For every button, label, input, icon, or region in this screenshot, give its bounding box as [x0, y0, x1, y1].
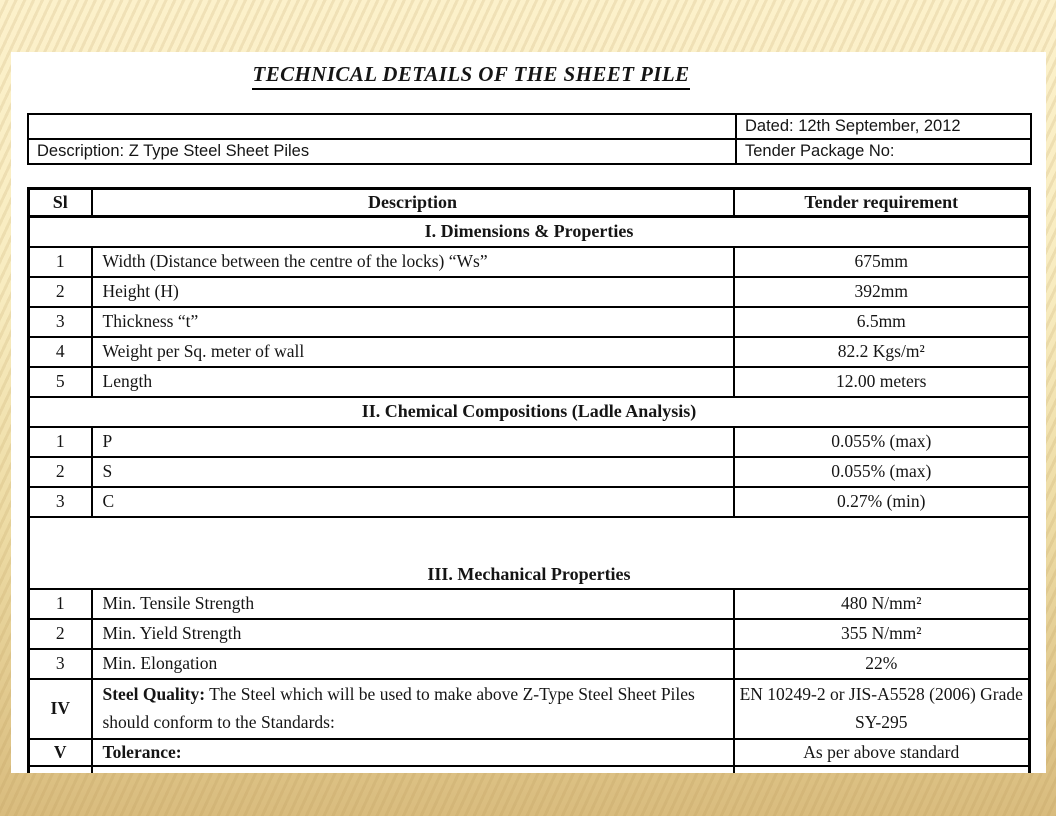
- sl-cell: V: [29, 739, 92, 766]
- spec-row: [29, 337, 1030, 367]
- description-cell: Min. Tensile Strength: [92, 589, 734, 619]
- requirement-cell: EN 10249-2 or JIS-A5528 (2006) Grade SY-295: [734, 679, 1030, 739]
- description-cell: Min. Yield Strength: [92, 619, 734, 649]
- header-info-table: [27, 113, 1032, 165]
- requirement-cell: 12.00 meters: [734, 367, 1030, 397]
- description-cell: Thickness “t”: [92, 307, 734, 337]
- spec-row: [29, 247, 1030, 277]
- sl-cell: 1: [29, 427, 92, 457]
- spec-row: [29, 649, 1030, 679]
- sl-cell: 3: [29, 307, 92, 337]
- requirement-cell: 0.27% (min): [734, 487, 1030, 517]
- partial-cell: [734, 766, 1030, 774]
- header-row-description: [28, 139, 1031, 164]
- spec-row: [29, 679, 1030, 739]
- document-page: [11, 52, 1046, 773]
- section-heading: II. Chemical Compositions (Ladle Analysis): [29, 397, 1030, 427]
- description-cell: Height (H): [92, 277, 734, 307]
- spec-row: [29, 427, 1030, 457]
- spec-row: [29, 619, 1030, 649]
- sl-cell: 2: [29, 277, 92, 307]
- tender-package-cell: Tender Package No:: [736, 139, 1031, 164]
- description-cell: Description: Z Type Steel Sheet Piles: [28, 139, 736, 164]
- requirement-cell: 0.055% (max): [734, 427, 1030, 457]
- requirement-cell: 675mm: [734, 247, 1030, 277]
- section-heading: I. Dimensions & Properties: [29, 217, 1030, 247]
- sl-cell: 2: [29, 619, 92, 649]
- sl-cell: IV: [29, 679, 92, 739]
- sl-cell: 1: [29, 247, 92, 277]
- description-bold-label: Tolerance:: [102, 741, 182, 762]
- column-header-description: Description: [92, 189, 734, 217]
- requirement-cell: 6.5mm: [734, 307, 1030, 337]
- description-cell: P: [92, 427, 734, 457]
- section-heading-row: [29, 517, 1030, 589]
- spec-row: [29, 307, 1030, 337]
- section-heading-row: [29, 217, 1030, 247]
- spec-row: [29, 739, 1030, 766]
- spec-row: [29, 277, 1030, 307]
- partial-cell: [29, 766, 92, 774]
- section-heading-row: [29, 397, 1030, 427]
- spec-table-header-row: [29, 189, 1030, 217]
- page-title: TECHNICAL DETAILS OF THE SHEET PILE: [252, 62, 689, 90]
- sl-cell: 1: [29, 589, 92, 619]
- dated-cell: Dated: 12th September, 2012: [736, 114, 1031, 139]
- requirement-cell: 22%: [734, 649, 1030, 679]
- column-header-tender-requirement: Tender requirement: [734, 189, 1030, 217]
- spec-row: [29, 589, 1030, 619]
- requirement-cell: 480 N/mm²: [734, 589, 1030, 619]
- description-bold-label: Steel Quality:: [102, 684, 206, 705]
- header-empty-cell: [28, 114, 736, 139]
- spec-table: [27, 187, 1031, 773]
- requirement-cell: As per above standard: [734, 739, 1030, 766]
- description-cell: C: [92, 487, 734, 517]
- section-heading: III. Mechanical Properties: [29, 517, 1030, 589]
- description-cell: S: [92, 457, 734, 487]
- sl-cell: 2: [29, 457, 92, 487]
- partial-row: [29, 766, 1030, 774]
- title-wrap: [11, 62, 1046, 90]
- requirement-cell: 0.055% (max): [734, 457, 1030, 487]
- sl-cell: 4: [29, 337, 92, 367]
- description-cell: Steel Quality: The Steel which will be used to make above Z-Type Steel Sheet Piles should conform to the Standards:: [92, 679, 734, 739]
- description-cell: Width (Distance between the centre of the locks) “Ws”: [92, 247, 734, 277]
- requirement-cell: 82.2 Kgs/m²: [734, 337, 1030, 367]
- description-cell: Length: [92, 367, 734, 397]
- description-cell: Min. Elongation: [92, 649, 734, 679]
- requirement-cell: 355 N/mm²: [734, 619, 1030, 649]
- sl-cell: 3: [29, 649, 92, 679]
- description-cell: Weight per Sq. meter of wall: [92, 337, 734, 367]
- sl-cell: 5: [29, 367, 92, 397]
- spec-row: [29, 367, 1030, 397]
- requirement-cell: 392mm: [734, 277, 1030, 307]
- spec-row: [29, 487, 1030, 517]
- spec-row: [29, 457, 1030, 487]
- column-header-sl: Sl: [29, 189, 92, 217]
- sl-cell: 3: [29, 487, 92, 517]
- header-row-dated: [28, 114, 1031, 139]
- partial-cell: [92, 766, 734, 774]
- description-cell: [92, 739, 734, 766]
